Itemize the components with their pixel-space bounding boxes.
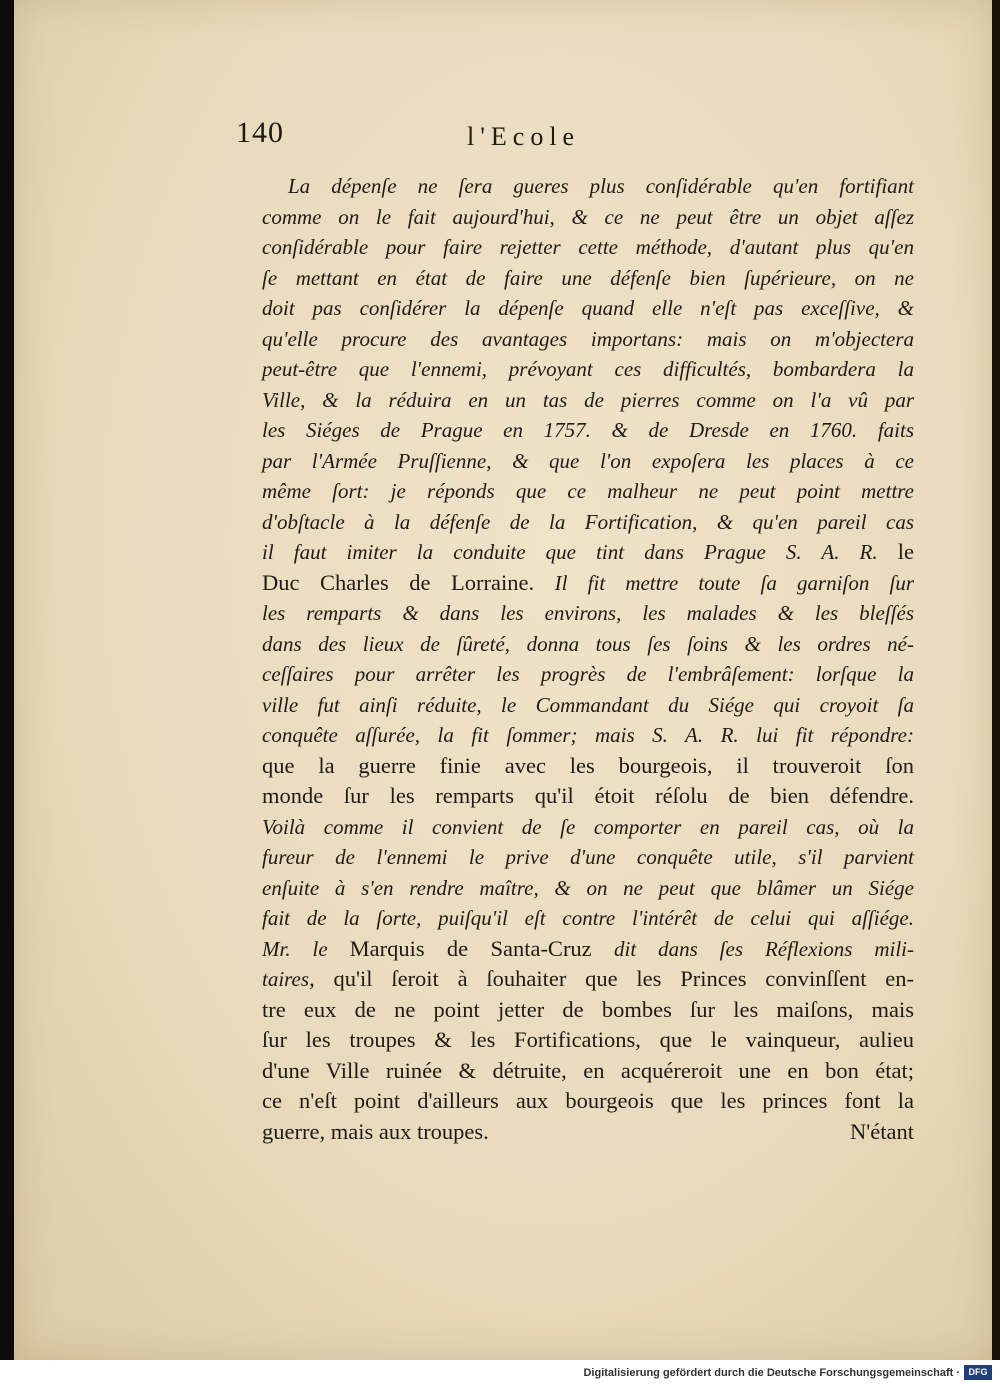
text-line bbox=[262, 293, 914, 324]
italic-text: doit pas conſidérer la dépenſe quand elle n'eſt pas exceſſive, & bbox=[262, 296, 914, 320]
text-line bbox=[262, 476, 914, 507]
text-line bbox=[262, 598, 914, 629]
text-line bbox=[262, 171, 914, 202]
italic-text: fureur de l'ennemi le prive d'une conquête utile, s'il parvient bbox=[262, 845, 914, 869]
text-line bbox=[262, 781, 914, 812]
italic-text: qu'elle procure des avantages importans: mais on m'objectera bbox=[262, 326, 914, 351]
text-line bbox=[262, 415, 914, 446]
italic-text: ſe mettant en état de faire une défenſe bien ſupérieure, on ne bbox=[262, 265, 914, 290]
italic-text: fait de la ſorte, puiſqu'il eſt contre l'intérêt de celui qui aſſiége. bbox=[262, 906, 914, 930]
italic-text: enſuite à s'en rendre maître, & on ne peut que blâmer un Siége bbox=[262, 875, 914, 900]
italic-text: conſidérable pour faire rejetter cette méthode, d'autant plus qu'en bbox=[262, 235, 914, 259]
text-line bbox=[262, 324, 914, 355]
text-line bbox=[262, 995, 914, 1026]
roman-text: tre eux de ne point jetter de bombes ſur les maiſons, mais bbox=[262, 996, 914, 1022]
italic-text: La dépenſe ne ſera gueres plus conſidérable qu'en fortifiant bbox=[288, 174, 914, 198]
text-block bbox=[262, 171, 914, 1147]
italic-text: les remparts & dans les environs, les malades & les bleſſés bbox=[262, 601, 914, 625]
italic-text: ville fut ainſi réduite, le Commandant du Siége qui croyoit ſa bbox=[262, 692, 914, 717]
page-edge bbox=[992, 0, 1000, 1360]
italic-text: Voilà comme il convient de ſe comporter en pareil cas, où la bbox=[262, 814, 914, 839]
italic-text: dit dans ſes Réflexions mili- bbox=[613, 936, 915, 961]
page-number: 140 bbox=[236, 116, 284, 149]
italic-text: Mr. le bbox=[262, 936, 350, 961]
roman-text: le bbox=[897, 539, 914, 564]
footer-credit: Digitalisierung gefördert durch die Deutsche Forschungsgemeinschaft · bbox=[583, 1367, 960, 1379]
roman-text: que la guerre finie avec les bourgeois, il trouveroit ſon bbox=[262, 752, 914, 778]
italic-text: dans des lieux de ſûreté, donna tous ſes ſoins & les ordres né- bbox=[262, 631, 914, 656]
running-title: l'Ecole bbox=[467, 122, 581, 151]
roman-text: , qu'il ſeroit à ſouhaiter que les Princes convinſſent en- bbox=[309, 966, 914, 991]
italic-text: comme on le fait aujourd'hui, & ce ne peut être un objet aſſez bbox=[262, 204, 914, 229]
italic-text: d'obſtacle à la défenſe de la Fortification, & qu'en pareil cas bbox=[262, 509, 914, 534]
roman-text: ſur les troupes & les Fortifications, que le vainqueur, aulieu bbox=[262, 1027, 914, 1052]
italic-text: taires bbox=[262, 967, 310, 991]
roman-text: Duc Charles de Lorraine. bbox=[262, 569, 555, 595]
text-line bbox=[262, 934, 914, 965]
text-line bbox=[262, 873, 914, 904]
text-line bbox=[262, 751, 914, 782]
roman-text: monde ſur les remparts qu'il étoit réſolu de bien défendre. bbox=[262, 783, 914, 808]
italic-text: les Siéges de Prague en 1757. & de Dresde en 1760. faits bbox=[262, 418, 914, 442]
roman-text: ce n'eſt point d'ailleurs aux bourgeois que les princes font la bbox=[262, 1088, 914, 1113]
text-line bbox=[262, 812, 914, 843]
italic-text: par l'Armée Pruſſienne, & que l'on expoſera les places à ce bbox=[262, 448, 914, 473]
text-line-last bbox=[262, 1117, 914, 1148]
text-line bbox=[262, 202, 914, 233]
text-line bbox=[262, 964, 914, 995]
dfg-logo: DFG bbox=[964, 1365, 992, 1380]
catchword: N'étant bbox=[849, 1118, 914, 1144]
last-line-text: guerre, mais aux troupes. bbox=[262, 1118, 489, 1144]
text-line bbox=[262, 385, 914, 416]
text-line bbox=[262, 1086, 914, 1117]
text-line bbox=[262, 1025, 914, 1056]
text-line bbox=[262, 842, 914, 873]
italic-text: même ſort: je réponds que ce malheur ne peut point mettre bbox=[262, 479, 914, 503]
italic-text: conquête aſſurée, la fit ſommer; mais S. A. R. lui fit répondre: bbox=[262, 723, 914, 747]
text-line bbox=[262, 568, 914, 599]
text-line bbox=[262, 690, 914, 721]
text-line bbox=[262, 1056, 914, 1087]
text-line bbox=[262, 263, 914, 294]
italic-text: Ville, & la réduira en un tas de pierres comme on l'a vû par bbox=[262, 387, 914, 412]
text-line bbox=[262, 446, 914, 477]
text-line bbox=[262, 232, 914, 263]
italic-text: peut-être que l'ennemi, prévoyant ces difficultés, bombardera la bbox=[262, 357, 914, 381]
body-lines bbox=[262, 171, 914, 1117]
text-line bbox=[262, 507, 914, 538]
text-line bbox=[262, 354, 914, 385]
text-line bbox=[262, 629, 914, 660]
text-line bbox=[262, 720, 914, 751]
text-line bbox=[262, 659, 914, 690]
italic-text: ceſſaires pour arrêter les progrès de l'embrâſement: lorſque la bbox=[262, 662, 914, 686]
roman-text: d'une Ville ruinée & détruite, en acquéreroit une en bon état; bbox=[262, 1057, 914, 1083]
text-line bbox=[262, 903, 914, 934]
text-line bbox=[262, 537, 914, 568]
italic-text: Il fit mettre toute ſa garniſon ſur bbox=[554, 570, 915, 595]
roman-text: Marquis de Santa-Cruz bbox=[349, 935, 614, 961]
italic-text: il faut imiter la conduite que tint dans Prague S. A. R. bbox=[262, 540, 898, 564]
